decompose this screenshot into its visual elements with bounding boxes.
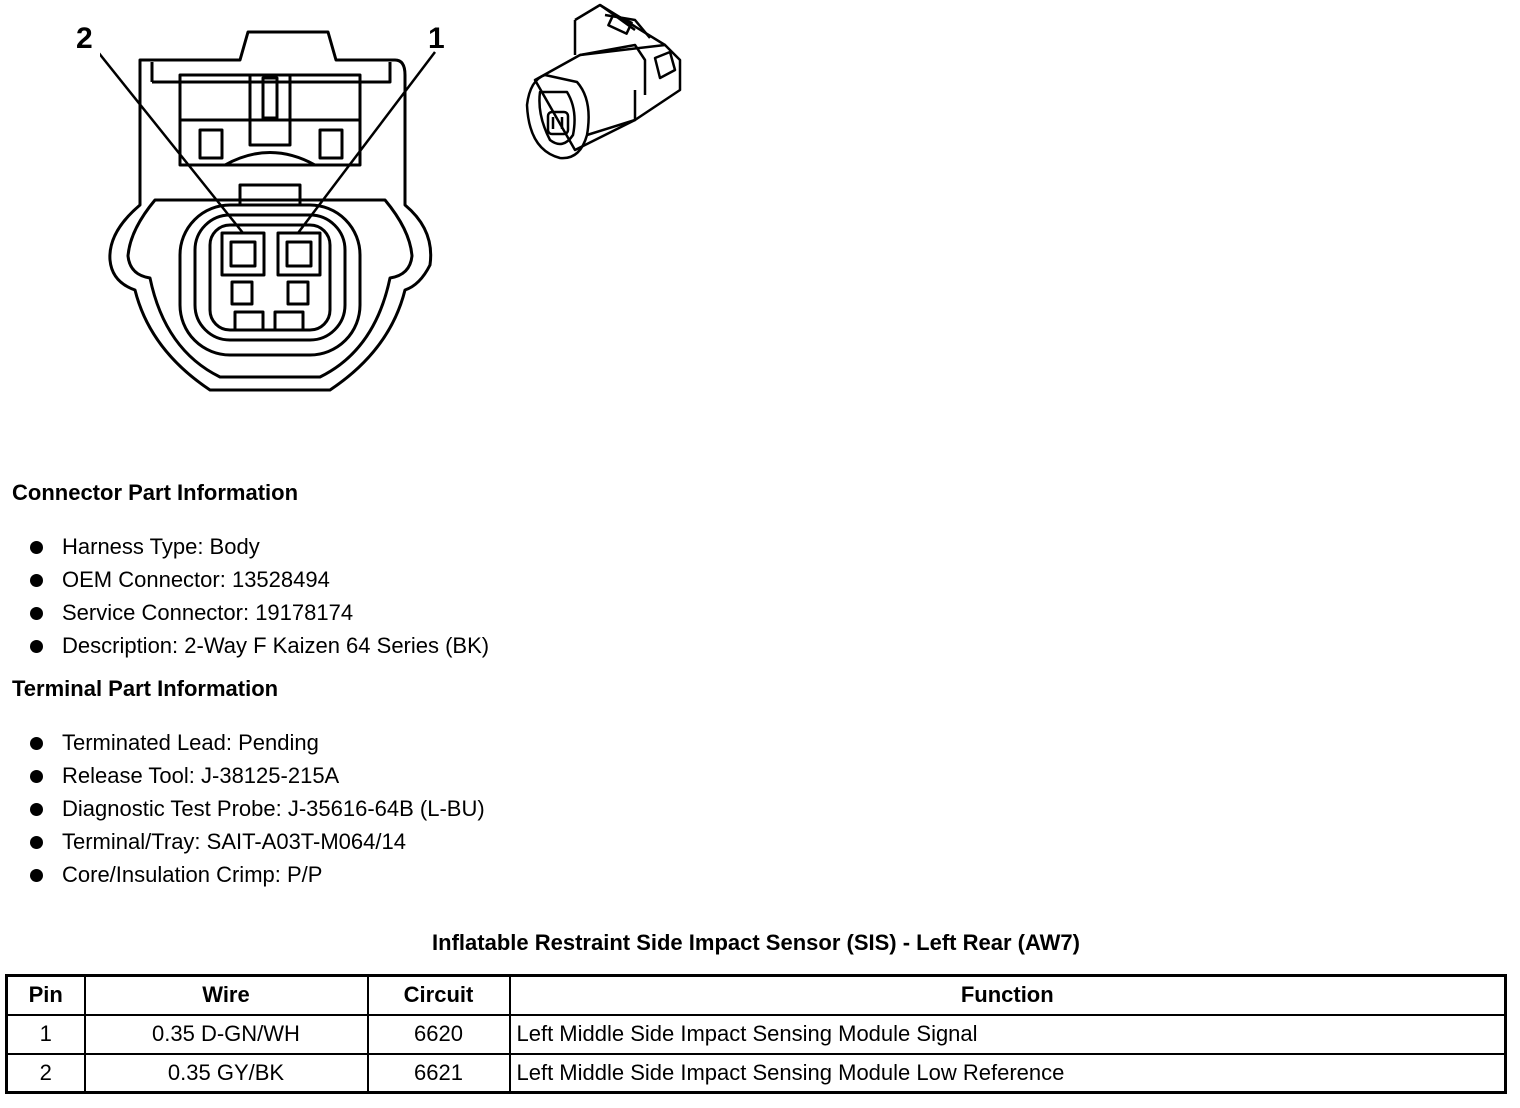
- list-item: Harness Type: Body: [28, 532, 489, 565]
- pinout-table-title: Inflatable Restraint Side Impact Sensor (SIS) - Left Rear (AW7): [432, 930, 1080, 955]
- list-item: OEM Connector: 13528494: [28, 565, 489, 598]
- bullet-icon: [30, 770, 43, 783]
- cell-function: Left Middle Side Impact Sensing Module Low Reference: [510, 1054, 1506, 1093]
- pin-1-callout: 1: [428, 22, 445, 55]
- list-item: Service Connector: 19178174: [28, 598, 489, 631]
- terminal-info-list: [28, 728, 485, 893]
- connector-part-info-heading: Connector Part Information: [12, 480, 299, 505]
- cell-pin: 2: [7, 1054, 85, 1093]
- list-item: Terminated Lead: Pending: [28, 728, 485, 761]
- cell-wire: 0.35 GY/BK: [85, 1054, 368, 1093]
- header-pin: Pin: [7, 976, 85, 1015]
- table-row: [7, 1054, 1506, 1093]
- cell-function: Left Middle Side Impact Sensing Module Signal: [510, 1015, 1506, 1054]
- header-wire: Wire: [85, 976, 368, 1015]
- connector-face-view: [100, 20, 445, 400]
- terminal-part-info-heading: Terminal Part Information: [12, 676, 279, 701]
- pin-2-callout: 2: [76, 22, 93, 55]
- bullet-icon: [30, 607, 43, 620]
- cell-circuit: 6621: [368, 1054, 510, 1093]
- table-header-row: [7, 976, 1506, 1015]
- bullet-icon: [30, 836, 43, 849]
- list-item: Description: 2-Way F Kaizen 64 Series (BK): [28, 631, 489, 664]
- pinout-table: [5, 974, 1507, 1094]
- bullet-icon: [30, 803, 43, 816]
- cell-pin: 1: [7, 1015, 85, 1054]
- header-function: Function: [510, 976, 1506, 1015]
- bullet-icon: [30, 640, 43, 653]
- bullet-icon: [30, 737, 43, 750]
- connector-info-list: [28, 532, 489, 664]
- list-item: Core/Insulation Crimp: P/P: [28, 860, 485, 893]
- bullet-icon: [30, 869, 43, 882]
- cell-circuit: 6620: [368, 1015, 510, 1054]
- table-row: [7, 1015, 1506, 1054]
- connector-isometric-view: [515, 0, 690, 165]
- bullet-icon: [30, 574, 43, 587]
- list-item: Diagnostic Test Probe: J-35616-64B (L-BU): [28, 794, 485, 827]
- bullet-icon: [30, 541, 43, 554]
- header-circuit: Circuit: [368, 976, 510, 1015]
- list-item: Terminal/Tray: SAIT-A03T-M064/14: [28, 827, 485, 860]
- list-item: Release Tool: J-38125-215A: [28, 761, 485, 794]
- cell-wire: 0.35 D-GN/WH: [85, 1015, 368, 1054]
